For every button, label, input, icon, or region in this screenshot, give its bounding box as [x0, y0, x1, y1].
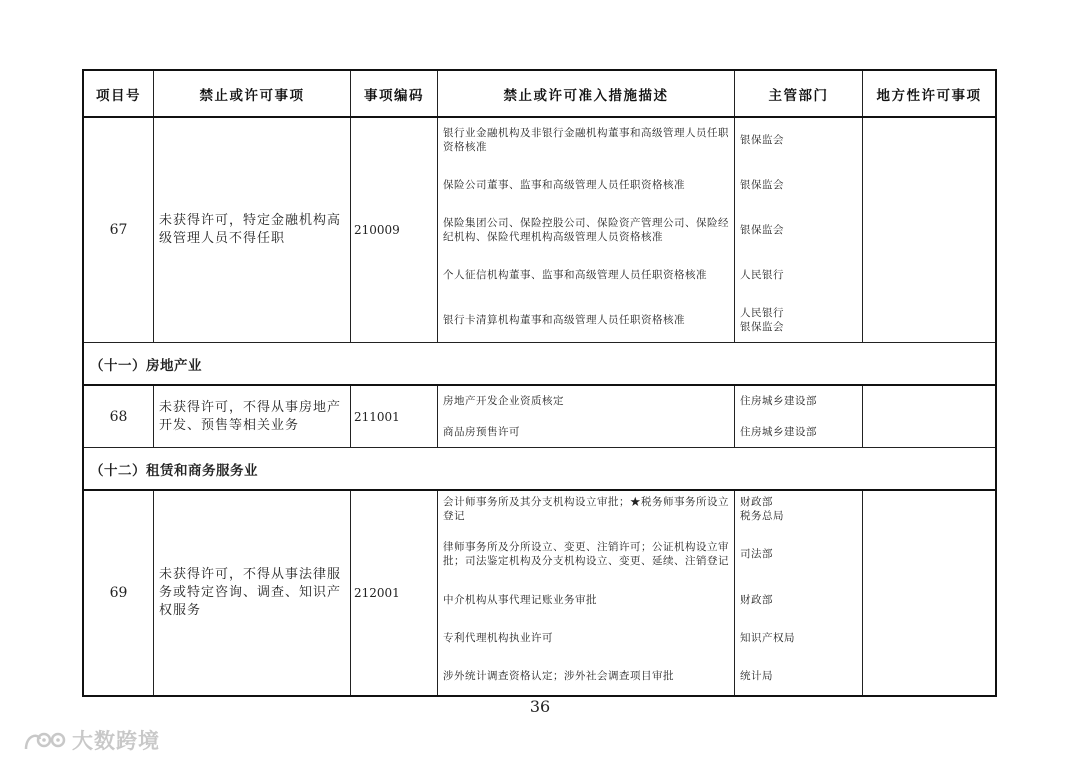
- table-header: [84, 71, 995, 118]
- measure-text: 银行卡清算机构董事和高级管理人员任职资格核准: [443, 313, 685, 326]
- department-list: [735, 491, 863, 695]
- department-text: 人民银行: [740, 268, 784, 281]
- header-item-code: 事项编码: [351, 71, 438, 116]
- watermark: [22, 725, 160, 755]
- watermark-logo-icon: [22, 727, 72, 753]
- page-number: 36: [529, 697, 551, 716]
- table-row-68: [84, 386, 995, 448]
- header-item-name: 禁止或许可事项: [154, 71, 351, 116]
- measure-text: 房地产开发企业资质核定: [443, 395, 564, 408]
- item-code: 210009: [351, 118, 438, 342]
- measure-list: [438, 491, 735, 695]
- item-name: 未获得许可，不得从事房地产开发、预售等相关业务: [154, 386, 351, 447]
- department-text: 住房城乡建设部: [740, 425, 817, 438]
- header-item-number: 项目号: [84, 71, 154, 116]
- measure-text: 中介机构从事代理记账业务审批: [443, 594, 597, 606]
- table-row-67: [84, 118, 995, 343]
- header-department: 主管部门: [735, 71, 863, 116]
- watermark-text: 大数跨境: [72, 729, 160, 753]
- measure-text: 银行业金融机构及非银行金融机构董事和高级管理人员任职资格核准: [443, 127, 729, 154]
- measure-list: [438, 386, 735, 447]
- item-number: 69: [84, 491, 154, 695]
- item-name: 未获得许可，特定金融机构高级管理人员不得任职: [154, 118, 351, 342]
- department-text: 银保监会: [740, 134, 784, 147]
- local-permit-cell: [863, 386, 995, 447]
- measure-text: 律师事务所及分所设立、变更、注销许可；公证机构设立审批；司法鉴定机构及分支机构设立、变更、延续、注销登记: [443, 541, 729, 567]
- department-text: 住房城乡建设部: [740, 395, 817, 408]
- measure-text: 会计师事务所及其分支机构设立审批；★税务师事务所设立登记: [443, 496, 729, 522]
- department-text: 银保监会: [740, 223, 784, 236]
- item-code: 211001: [351, 386, 438, 447]
- permit-table: [82, 69, 997, 697]
- department-list: [735, 386, 863, 447]
- department-text: 财政部: [740, 594, 773, 606]
- measure-text: 专利代理机构执业许可: [443, 632, 553, 644]
- department-text: 统计局: [740, 670, 773, 682]
- department-list: [735, 118, 863, 342]
- item-number: 67: [84, 118, 154, 342]
- department-text: 银保监会: [740, 179, 784, 192]
- measure-text: 个人征信机构董事、监事和高级管理人员任职资格核准: [443, 268, 707, 281]
- item-number: 68: [84, 386, 154, 447]
- header-measure-description: 禁止或许可准入措施描述: [438, 71, 735, 116]
- local-permit-cell: [863, 491, 995, 695]
- local-permit-cell: [863, 118, 995, 342]
- measure-text: 保险公司董事、监事和高级管理人员任职资格核准: [443, 179, 685, 192]
- department-text: 人民银行 银保监会: [740, 306, 784, 333]
- table-row-69: [84, 491, 995, 695]
- item-code: 212001: [351, 491, 438, 695]
- measure-text: 涉外统计调查资格认定；涉外社会调查项目审批: [443, 670, 674, 682]
- section-heading-leasing-business: （十二）租赁和商务服务业: [84, 448, 995, 491]
- department-text: 司法部: [740, 548, 773, 560]
- measure-list: [438, 118, 735, 342]
- item-name: 未获得许可，不得从事法律服务或特定咨询、调查、知识产权服务: [154, 491, 351, 695]
- measure-text: 保险集团公司、保险控股公司、保险资产管理公司、保险经纪机构、保险代理机构高级管理人员资格核准: [443, 216, 729, 243]
- section-heading-real-estate: （十一）房地产业: [84, 343, 995, 386]
- measure-text: 商品房预售许可: [443, 425, 520, 438]
- header-local-permit: 地方性许可事项: [876, 87, 982, 104]
- department-text: 财政部 税务总局: [740, 496, 784, 522]
- department-text: 知识产权局: [740, 632, 795, 644]
